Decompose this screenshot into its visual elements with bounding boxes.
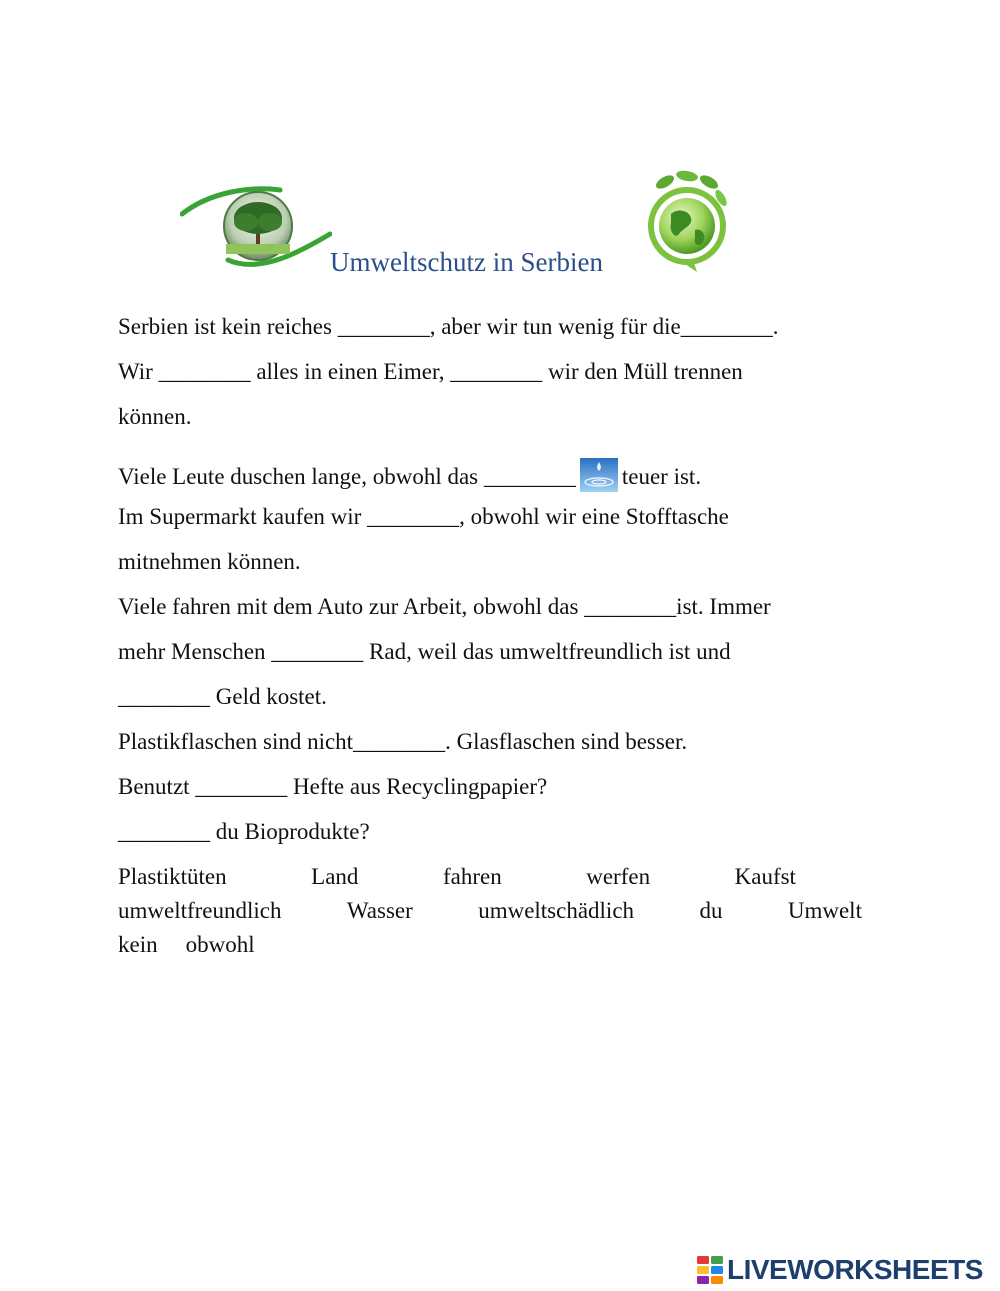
globe-logo — [645, 168, 731, 278]
word-bank-word: umweltschädlich — [478, 898, 635, 923]
word-bank-word: Umwelt — [787, 898, 862, 923]
liveworksheets-wordmark: LIVEWORKSHEETS — [727, 1254, 983, 1285]
word-bank-word: umweltfreundlich — [118, 898, 282, 923]
sentence-line-1 — [118, 313, 778, 341]
sentence-text: mitnehmen können. — [118, 549, 301, 574]
sentence-text: Viele Leute duschen lange, obwohl das ________ — [118, 464, 576, 489]
word-bank-row — [118, 928, 862, 962]
word-bank-word: obwohl — [185, 932, 255, 957]
word-bank-word: du — [699, 898, 723, 923]
sentence-text: können. — [118, 404, 192, 429]
sentence-line-7 — [118, 593, 771, 621]
word-bank-row — [118, 860, 862, 894]
sentence-line-5 — [118, 503, 729, 531]
word-bank-word: Kaufst — [734, 864, 796, 889]
sentence-text: ________ du Bioprodukte? — [118, 819, 370, 844]
sentence-text: Benutzt ________ Hefte aus Recyclingpapier? — [118, 774, 548, 799]
word-bank-row — [118, 894, 862, 928]
water-drop-icon — [580, 458, 618, 492]
liveworksheets-logo-icon — [697, 1256, 723, 1284]
sentence-line-2 — [118, 358, 743, 386]
word-bank-word: Land — [311, 864, 359, 889]
page-title: Umweltschutz in Serbien — [330, 247, 603, 277]
sentence-line-4 — [118, 458, 701, 492]
sentence-text: Wir ________ alles in einen Eimer, ________ wir den Müll trennen — [118, 359, 743, 384]
word-bank — [118, 860, 862, 962]
sentence-text: Viele fahren mit dem Auto zur Arbeit, obwohl das ________ist. Immer — [118, 594, 771, 619]
word-bank-word: werfen — [586, 864, 651, 889]
sentence-line-12 — [118, 818, 370, 846]
sentence-line-9 — [118, 683, 327, 711]
word-bank-word: fahren — [442, 864, 502, 889]
word-bank-word: kein — [118, 932, 158, 957]
sentence-line-8 — [118, 638, 731, 666]
eye-tree-logo — [180, 182, 332, 278]
sentence-text: teuer ist. — [621, 464, 702, 489]
sentence-line-6 — [118, 548, 301, 576]
sentence-line-3 — [118, 403, 191, 431]
sentence-text: mehr Menschen ________ Rad, weil das umweltfreundlich ist und — [118, 639, 731, 664]
sentence-text: Plastikflaschen sind nicht________. Glasflaschen sind besser. — [118, 729, 688, 754]
sentence-text: Serbien ist kein reiches ________, aber wir tun wenig für die________. — [118, 314, 779, 339]
sentence-line-10 — [118, 728, 687, 756]
word-bank-word: Wasser — [346, 898, 413, 923]
sentence-line-11 — [118, 773, 547, 801]
sentence-text: ________ Geld kostet. — [118, 684, 327, 709]
liveworksheets-brand[interactable] — [697, 1254, 983, 1286]
sentence-text: Im Supermarkt kaufen wir ________, obwohl wir eine Stofftasche — [118, 504, 729, 529]
word-bank-word: Plastiktüten — [118, 864, 227, 889]
